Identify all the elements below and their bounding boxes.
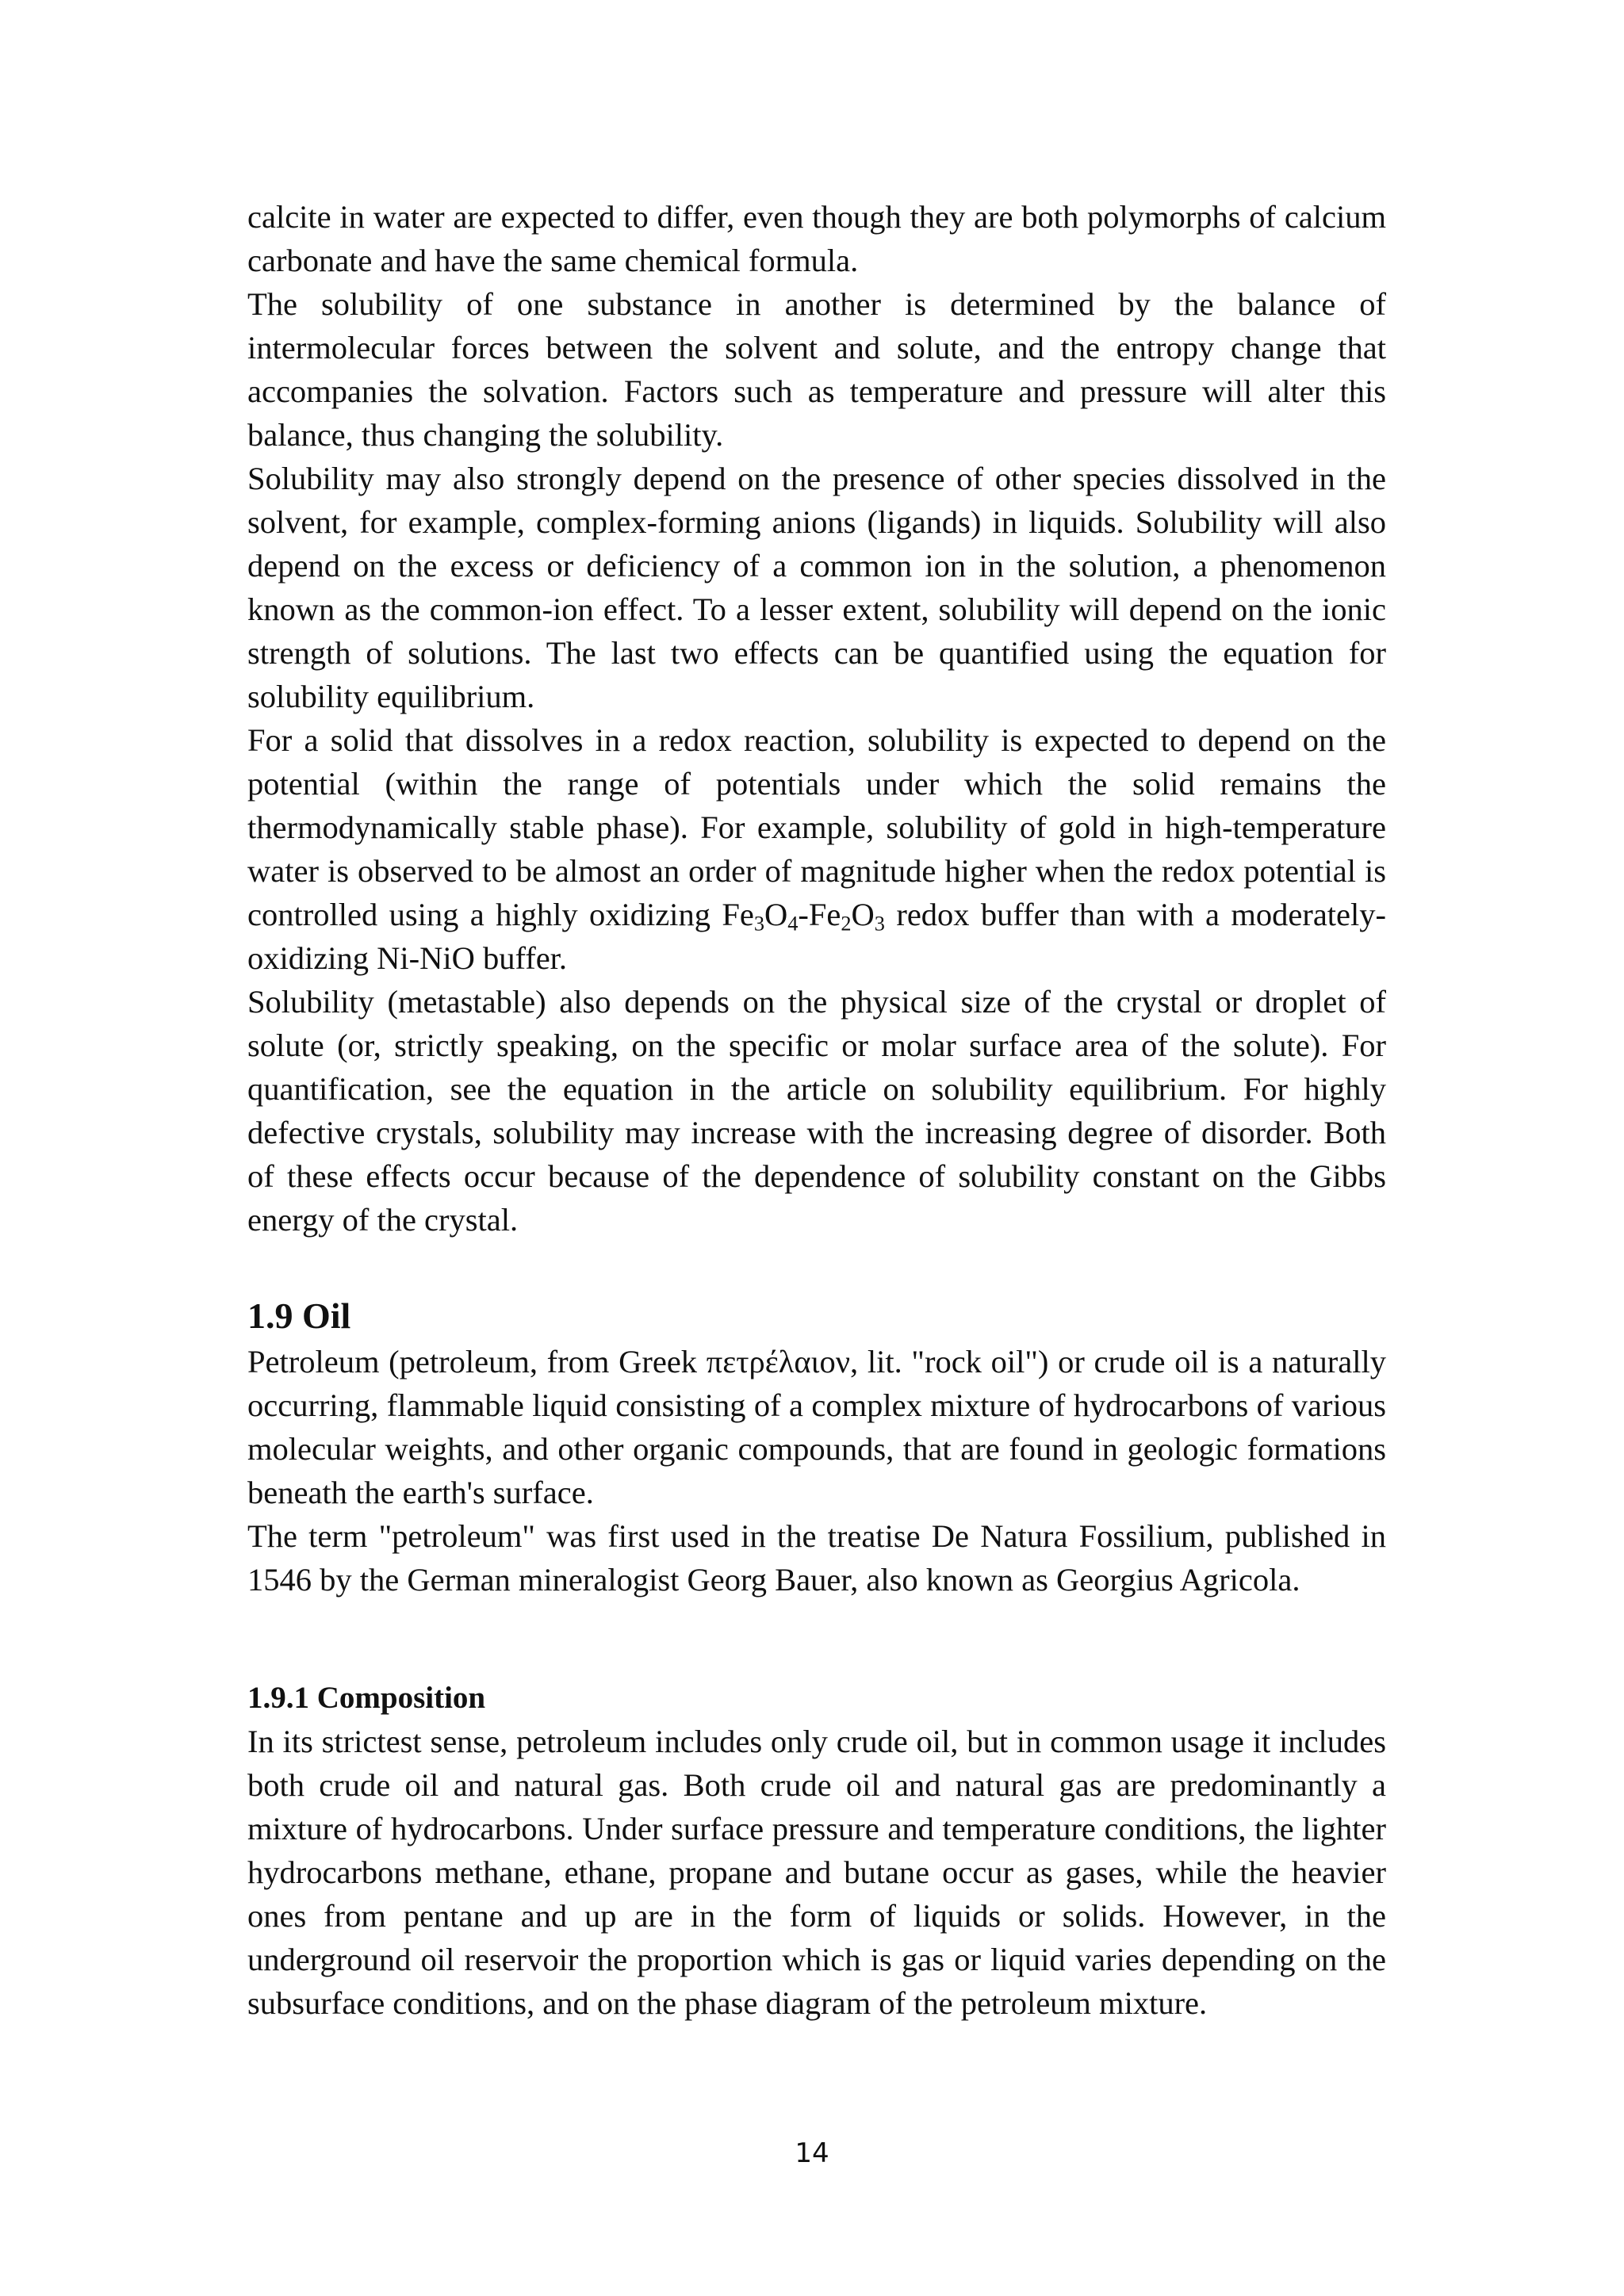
paragraph-composition: In its strictest sense, petroleum includes only crude oil, but in common usage it includes both crude oil and natural gas. Both crude oil and natural gas are predominantly a mixture of hydrocarbons. Under surface pressure and temperature conditions, the lighter hydrocarbons methane, ethane, propane and butane occur as gases, while the heavier ones from pentane and up are in the form of liquids or solids. However, in the underground oil reservoir the proportion which is gas or liquid varies depending on the subsurface conditions, and on the phase diagram of the petroleum mixture. [247, 1724, 1386, 2021]
paragraph-other-species: Solubility may also strongly depend on the presence of other species dissolved in the solvent, for example, complex-forming anions (ligands) in liquids. Solubility will also depend on the excess or deficiency of a common ion in the solution, a phenomenon known as the common-ion effect. To a lesser extent, solubility will depend on the ionic strength of solutions. The last two effects can be quantified using the equation for solubility equilibrium. [247, 461, 1386, 714]
paragraph-redox: For a solid that dissolves in a redox reaction, solubility is expected to depend on the potential (within the range of potentials under which the solid remains the thermodynamically stable phase). For example, solubility of gold in high-temperature water is observed to be almost an order of magnitude higher when the redox potential is controlled using a highly oxidizing $Fe_3O_4-Fe_2O_3$ redox buffer than with a moderately-oxidizing Ni-NiO buffer. [247, 722, 1387, 976]
heading-composition: 1.9.1 Composition [247, 1681, 486, 1715]
redox-text-before: For a solid that dissolves in a redox reaction, solubility is expected to depend on the potential (within the range of potentials under which the solid remains the thermodynamically stable phase). For example, solubility of gold in high-temperature water is observed to be almost an order of magnitude higher when the redox potential is controlled using a highly oxidizing [247, 722, 1386, 932]
paragraph-metastable: Solubility (metastable) also depends on the physical size of the crystal or droplet of solute (or, strictly speaking, on the specific or molar surface area of the solute). For quantification, see the equation in the article on solubility equilibrium. For highly defective crystals, solubility may increase with the increasing degree of disorder. Both of these effects occur because of the dependence of solubility constant on the Gibbs energy of the crystal. [247, 984, 1386, 1238]
redox-text-after: redox buffer than with a moderately-oxidizing Ni-NiO buffer. [247, 897, 1387, 976]
page-number: 14 [795, 2137, 829, 2169]
formula-fe2o3: $Fe_2O_3$ [808, 897, 885, 936]
paragraph-petroleum-term: The term "petroleum" was first used in the treatise De Natura Fossilium, published in 1546 by the German mineralogist Georg Bauer, also known as Georgius Agricola. [247, 1518, 1386, 1598]
formula-fe3o4: $Fe_3O_4$ [722, 897, 799, 936]
paragraph-intermolecular-forces: The solubility of one substance in another is determined by the balance of intermolecular forces between the solvent and solute, and the entropy change that accompanies the solvation. Factors such as temperature and pressure will alter this balance, thus changing the solubility. [247, 286, 1386, 453]
page-body [247, 195, 1386, 2025]
paragraph-petroleum-definition: Petroleum (petroleum, from Greek πετρέλαιον, lit. "rock oil") or crude oil is a naturally occurring, flammable liquid consisting of a complex mixture of hydrocarbons of various molecular weights, and other organic compounds, that are found in geologic formations beneath the earth's surface. [247, 1344, 1386, 1510]
paragraph-polymorphs: calcite in water are expected to differ, even though they are both polymorphs of calcium carbonate and have the same chemical formula. [247, 199, 1386, 278]
heading-oil: 1.9 Oil [247, 1295, 351, 1336]
